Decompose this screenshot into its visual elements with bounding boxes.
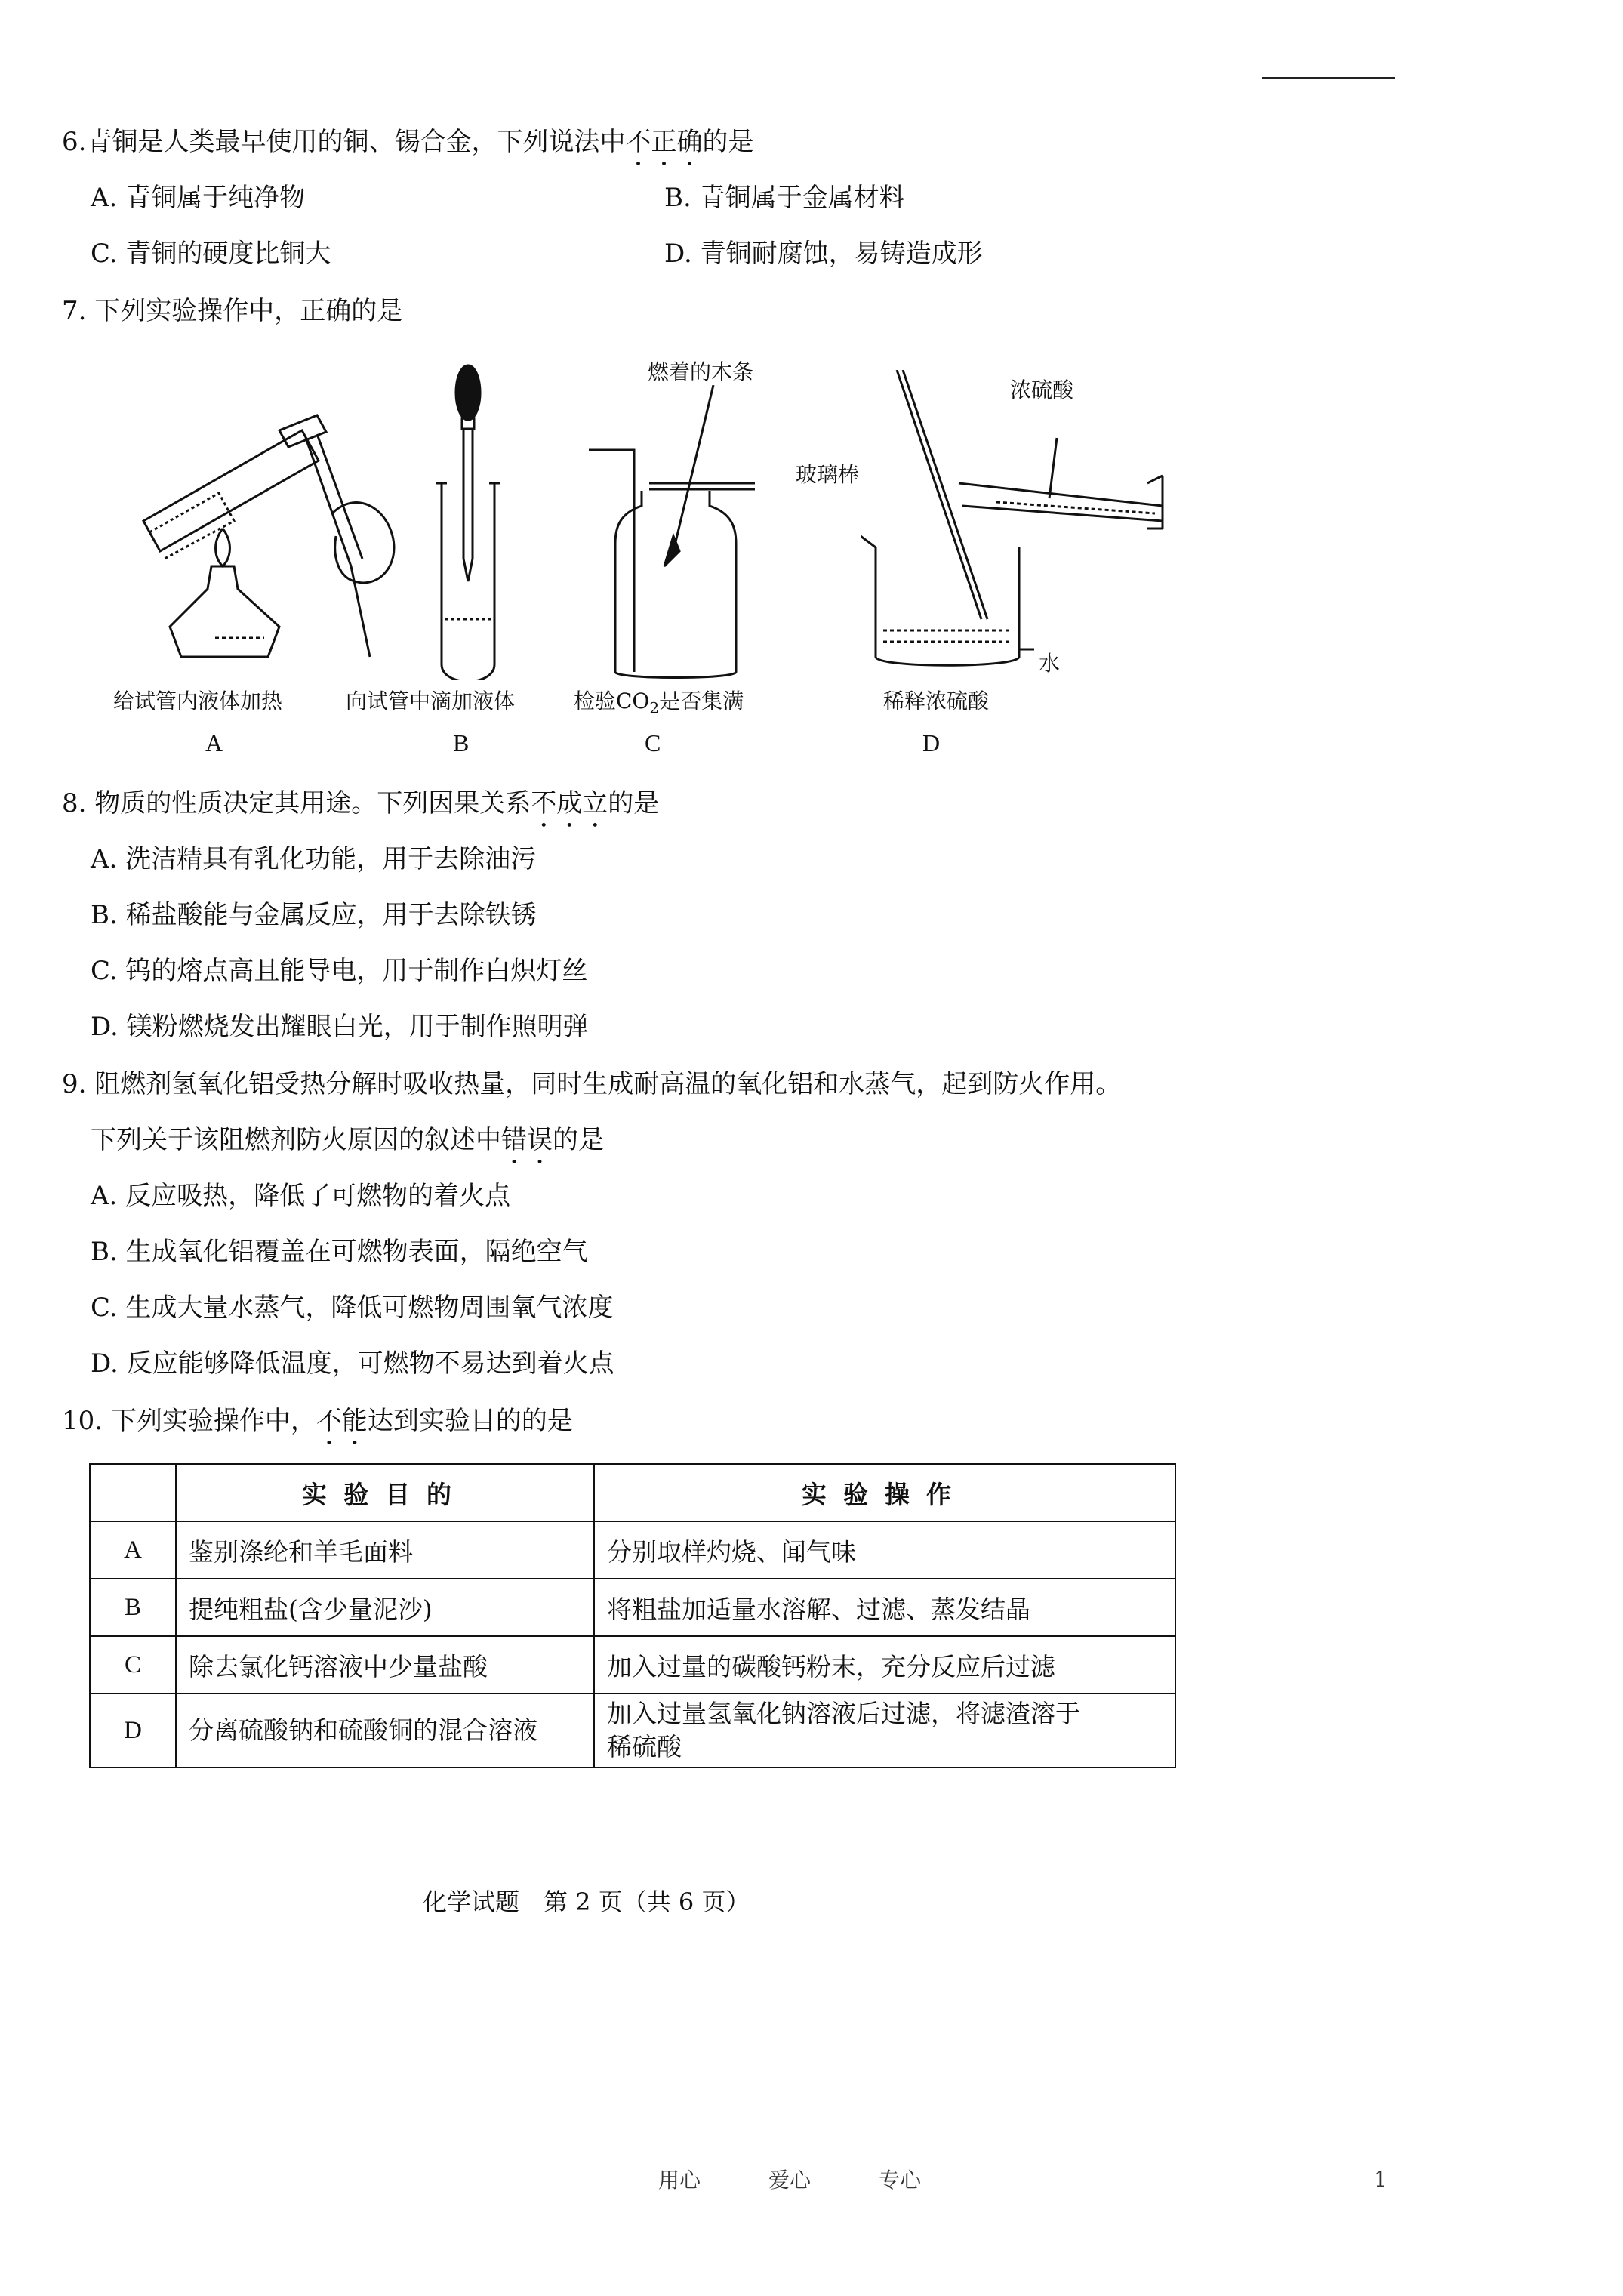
row-operation (594, 1693, 1175, 1767)
row-operation: 分别取样灼烧、闻气味 (594, 1521, 1175, 1579)
q10-emphasis: 不能 (316, 1406, 368, 1436)
q6-option-c: C. 青铜的硬度比铜大 (91, 239, 331, 269)
row-purpose: 鉴别涤纶和羊毛面料 (176, 1521, 594, 1579)
figure-a-letter: A (205, 729, 223, 757)
figure-c-caption: 检验$CO_2$是否集满 (574, 689, 744, 717)
q8-option-c: C. 钨的熔点高且能导电，用于制作白炽灯丝 (91, 956, 588, 986)
row-purpose: 提纯粗盐(含少量泥沙) (176, 1579, 594, 1636)
figure-a-heating (128, 340, 415, 672)
page-number: 1 (1374, 2167, 1387, 2192)
figure-d-label-water: 水 (1039, 651, 1061, 676)
q9-option-c: C. 生成大量水蒸气，降低可燃物周围氧气浓度 (91, 1293, 614, 1323)
q8-emphasis: 不成立 (531, 788, 608, 818)
q8-stem: 8. 物质的性质决定其用途。下列因果关系不成立的是 (62, 788, 660, 818)
q6-option-a: A. 青铜属于纯净物 (91, 183, 306, 213)
table-row (90, 1636, 1175, 1693)
q9-option-d: D. 反应能够降低温度，可燃物不易达到着火点 (91, 1348, 614, 1379)
q8-option-a: A. 洗洁精具有乳化功能，用于去除油污 (91, 844, 537, 874)
row-label: A (90, 1521, 176, 1579)
q9-emphasis: 错误 (501, 1125, 553, 1155)
figure-a-caption: 给试管内液体加热 (113, 689, 283, 713)
top-rule (1262, 77, 1395, 79)
q9-option-a: A. 反应吸热，降低了可燃物的着火点 (91, 1181, 511, 1211)
row-operation-line1: 加入过量氢氧化钠溶液后过滤，将滤渣溶于 (607, 1699, 1080, 1728)
figure-d-label-acid: 浓硫酸 (1010, 378, 1074, 402)
q6-emphasis: 不正确 (625, 127, 703, 157)
table-header-row (90, 1464, 1175, 1521)
q9-option-b: B. 生成氧化铝覆盖在可燃物表面，隔绝空气 (91, 1237, 588, 1267)
q6-option-d: D. 青铜耐腐蚀，易铸造成形 (664, 239, 983, 269)
q7-stem: 7. 下列实验操作中，正确的是 (62, 296, 403, 326)
q9-stem-line2: 下列关于该阻燃剂防火原因的叙述中错误的是 (91, 1125, 604, 1155)
q10-table (89, 1463, 1176, 1768)
figure-b-letter: B (453, 729, 470, 757)
row-purpose: 分离硫酸钠和硫酸铜的混合溶液 (176, 1693, 594, 1767)
page-footer: 化学试题 第 2 页（共 6 页） (423, 1888, 750, 1916)
bottom-motto-mid: 爱心 (768, 2168, 812, 2193)
row-operation: 加入过量的碳酸钙粉末，充分反应后过滤 (594, 1636, 1175, 1693)
row-label: D (90, 1693, 176, 1767)
row-operation-line2: 稀硫酸 (607, 1732, 682, 1761)
table-row (90, 1693, 1175, 1767)
figure-b-caption: 向试管中滴加液体 (346, 689, 516, 713)
row-purpose: 除去氯化钙溶液中少量盐酸 (176, 1636, 594, 1693)
figure-c-gas-bottle (589, 385, 770, 687)
q6-option-b: B. 青铜属于金属材料 (664, 183, 905, 213)
figure-d-label-rod: 玻璃棒 (796, 462, 860, 487)
figure-d-caption: 稀释浓硫酸 (883, 689, 990, 713)
figure-c-letter: C (645, 729, 661, 757)
table-row (90, 1579, 1175, 1636)
row-operation: 将粗盐加适量水溶解、过滤、蒸发结晶 (594, 1579, 1175, 1636)
q9-stem-line1: 9. 阻燃剂氢氧化铝受热分解时吸收热量，同时生成耐高温的氧化铝和水蒸气，起到防火作用。 (62, 1069, 1122, 1099)
q8-option-b: B. 稀盐酸能与金属反应，用于去除铁锈 (91, 900, 537, 930)
figure-d-dilution (861, 370, 1178, 687)
table-header-operation: 实验操作 (594, 1464, 1175, 1521)
bottom-motto-left: 用心 (658, 2168, 701, 2193)
figure-b-dropper (423, 362, 513, 680)
q8-option-d: D. 镁粉燃烧发出耀眼白光，用于制作照明弹 (91, 1012, 589, 1042)
row-label: C (90, 1636, 176, 1693)
q6-stem: 6.青铜是人类最早使用的铜、锡合金，下列说法中不正确的是 (62, 127, 754, 157)
row-label: B (90, 1579, 176, 1636)
figure-d-letter: D (922, 729, 941, 757)
table-header-blank (90, 1464, 176, 1521)
q10-stem: 10. 下列实验操作中，不能达到实验目的的是 (62, 1406, 573, 1436)
bottom-motto-right: 专心 (879, 2168, 922, 2193)
table-row (90, 1521, 1175, 1579)
figure-c-label-splint: 燃着的木条 (648, 359, 754, 384)
table-header-purpose: 实验目的 (176, 1464, 594, 1521)
